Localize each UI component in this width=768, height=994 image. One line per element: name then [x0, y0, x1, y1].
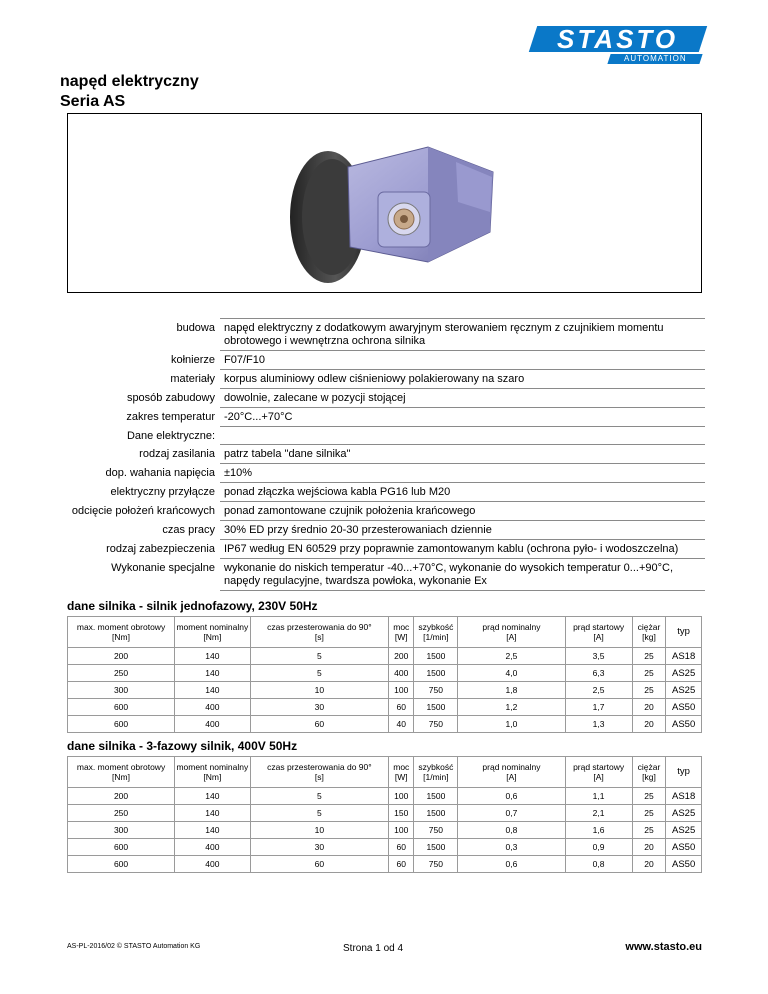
table-cell: 0,8 — [458, 822, 565, 839]
table-cell: 20 — [632, 856, 666, 873]
column-header-name: czas przesterowania do 90° — [267, 622, 372, 632]
column-header — [250, 757, 389, 788]
table-cell: 25 — [632, 648, 666, 665]
page-number: Strona 1 od 4 — [343, 943, 404, 954]
column-header-name: prąd startowy — [573, 762, 625, 772]
column-header — [175, 757, 251, 788]
spec-label: odcięcie położeń krańcowych — [71, 504, 215, 517]
table-row — [68, 699, 702, 716]
spec-label: kołnierze — [170, 353, 215, 366]
table-cell: 1,7 — [565, 699, 632, 716]
actuator-photo — [278, 122, 508, 287]
spec-label: czas pracy — [162, 523, 215, 536]
table-cell: 300 — [68, 822, 175, 839]
spec-label: dop. wahania napięcia — [105, 466, 215, 479]
motor-table-1-title: dane silnika - silnik jednofazowy, 230V 50Hz — [67, 599, 318, 613]
column-header-unit: [kg] — [642, 772, 656, 782]
table-cell: 2,1 — [565, 805, 632, 822]
spec-row — [47, 351, 705, 370]
spec-row — [47, 502, 705, 521]
table-cell: AS50 — [666, 716, 702, 733]
column-header — [458, 617, 565, 648]
spec-label: sposób zabudowy — [126, 391, 215, 404]
table-cell: 10 — [250, 682, 389, 699]
title-line-1: napęd elektryczny — [60, 73, 199, 90]
spec-row — [47, 540, 705, 559]
table-cell: 5 — [250, 648, 389, 665]
website-link[interactable]: www.stasto.eu — [625, 941, 702, 953]
table-cell: 750 — [414, 856, 458, 873]
column-header-name: prąd startowy — [573, 622, 625, 632]
table-cell: 600 — [68, 839, 175, 856]
table-row — [68, 682, 702, 699]
table-cell: 3,5 — [565, 648, 632, 665]
spec-row — [47, 408, 705, 427]
table-cell: 2,5 — [565, 682, 632, 699]
column-header-unit: [Nm] — [112, 632, 130, 642]
spec-value: IP67 według EN 60529 przy poprawnie zamontowanym kablu (ochrona pyło- i wodoszczelna) — [220, 540, 705, 559]
table-row — [68, 716, 702, 733]
column-header — [632, 757, 666, 788]
table-cell: 140 — [175, 805, 251, 822]
column-header-name: max. moment obrotowy — [76, 622, 166, 632]
page-title — [60, 72, 199, 112]
column-header-name: moc — [393, 622, 410, 632]
column-header-unit: [1/min] — [423, 772, 449, 782]
table-cell: AS25 — [666, 805, 702, 822]
table-cell: 250 — [68, 665, 175, 682]
column-header — [666, 757, 702, 788]
spec-value: napęd elektryczny z dodatkowym awaryjnym sterowaniem ręcznym z czujnikiem momentu obrotowego i wewnętrzna ochrona silnika — [220, 319, 705, 351]
column-header — [414, 617, 458, 648]
table-header-row — [68, 617, 702, 648]
spec-row — [47, 445, 705, 464]
table-cell: 60 — [389, 856, 414, 873]
table-cell: 0,7 — [458, 805, 565, 822]
table-cell: 600 — [68, 856, 175, 873]
table-row — [68, 665, 702, 682]
column-header — [389, 617, 414, 648]
table-cell: 30 — [250, 839, 389, 856]
table-cell: 5 — [250, 805, 389, 822]
column-header-unit: [A] — [593, 772, 604, 782]
table-cell: 140 — [175, 682, 251, 699]
column-header-unit: [Nm] — [203, 632, 222, 642]
table-cell: 10 — [250, 822, 389, 839]
column-header-unit: [W] — [394, 632, 408, 642]
table-cell: 20 — [632, 716, 666, 733]
table-cell: 1500 — [414, 839, 458, 856]
spec-value: wykonanie do niskich temperatur -40...+70°C, wykonanie do wysokich temperatur 0...+90°C, napędy regulacyjne, twardsza powłoka, wykonanie Ex — [220, 559, 705, 591]
table-header-row — [68, 757, 702, 788]
spec-row — [47, 427, 705, 445]
table-cell: AS50 — [666, 856, 702, 873]
table-cell: 60 — [389, 839, 414, 856]
column-header-name: max. moment obrotowy — [76, 762, 166, 772]
column-header-unit: [s] — [314, 632, 324, 642]
table-cell: 60 — [250, 716, 389, 733]
column-header-unit: [Nm] — [203, 772, 222, 782]
motor-table-single-phase — [67, 616, 702, 733]
spec-row — [47, 389, 705, 408]
table-cell: 150 — [389, 805, 414, 822]
table-cell: 0,9 — [565, 839, 632, 856]
table-cell: 100 — [389, 788, 414, 805]
column-header-unit: [A] — [506, 632, 517, 642]
document-code: AS-PL-2016/02 © STASTO Automation KG — [67, 943, 201, 950]
table-cell: 0,6 — [458, 788, 565, 805]
column-header-name: moc — [393, 762, 410, 772]
column-header-unit: [Nm] — [112, 772, 130, 782]
spec-label: rodzaj zasilania — [139, 447, 215, 460]
table-cell: 400 — [175, 856, 251, 873]
table-cell: 40 — [389, 716, 414, 733]
table-cell: 60 — [250, 856, 389, 873]
table-cell: 0,6 — [458, 856, 565, 873]
column-header-name: moment nominalny — [176, 762, 249, 772]
table-cell: 0,8 — [565, 856, 632, 873]
column-header — [565, 757, 632, 788]
spec-value: -20°C...+70°C — [220, 408, 705, 427]
table-row — [68, 788, 702, 805]
table-cell: 250 — [68, 805, 175, 822]
spec-label: elektryczny przyłącze — [110, 485, 215, 498]
table-cell: 5 — [250, 788, 389, 805]
column-header — [458, 757, 565, 788]
table-cell: 25 — [632, 788, 666, 805]
title-line-2: Seria AS — [60, 93, 126, 110]
table-cell: AS50 — [666, 699, 702, 716]
column-header-unit: [A] — [506, 772, 517, 782]
table-cell: 25 — [632, 805, 666, 822]
table-cell: 1500 — [414, 699, 458, 716]
column-header-name: czas przesterowania do 90° — [267, 762, 372, 772]
table-cell: AS18 — [666, 788, 702, 805]
spec-row — [47, 559, 705, 591]
table-cell: 20 — [632, 839, 666, 856]
table-cell: 200 — [68, 648, 175, 665]
motor-table-2-title: dane silnika - 3-fazowy silnik, 400V 50Hz — [67, 739, 298, 753]
spec-label: Wykonanie specjalne — [111, 561, 215, 574]
spec-label: rodzaj zabezpieczenia — [106, 542, 215, 555]
motor-table-three-phase — [67, 756, 702, 873]
table-cell: 1500 — [414, 805, 458, 822]
table-cell: 200 — [68, 788, 175, 805]
table-row — [68, 805, 702, 822]
column-header-name: prąd nominalny — [482, 762, 541, 772]
spec-value: 30% ED przy średnio 20-30 przesterowaniach dziennie — [220, 521, 705, 540]
table-cell: 25 — [632, 682, 666, 699]
spec-value: ±10% — [220, 464, 705, 483]
table-cell: 2,5 — [458, 648, 565, 665]
table-cell: AS25 — [666, 822, 702, 839]
table-cell: 100 — [389, 822, 414, 839]
table-cell: 1,3 — [565, 716, 632, 733]
column-header-unit: [A] — [593, 632, 604, 642]
spec-row — [47, 483, 705, 502]
table-row — [68, 839, 702, 856]
column-header-unit: [kg] — [642, 632, 656, 642]
stasto-logo — [533, 26, 703, 64]
table-cell: 750 — [414, 822, 458, 839]
column-header — [68, 617, 175, 648]
table-cell: 0,3 — [458, 839, 565, 856]
table-row — [68, 648, 702, 665]
table-cell: 400 — [175, 839, 251, 856]
spec-value: dowolnie, zalecane w pozycji stojącej — [220, 389, 705, 408]
table-cell: 750 — [414, 716, 458, 733]
column-header-unit: [s] — [314, 772, 324, 782]
spec-row — [47, 319, 705, 351]
table-cell: 30 — [250, 699, 389, 716]
column-header-name: typ — [677, 766, 690, 777]
table-cell: 1,1 — [565, 788, 632, 805]
spec-row — [47, 370, 705, 389]
table-cell: 20 — [632, 699, 666, 716]
spec-value — [220, 427, 705, 445]
table-cell: 6,3 — [565, 665, 632, 682]
logo-subtitle: AUTOMATION — [623, 54, 687, 63]
spec-row — [47, 521, 705, 540]
table-cell: AS25 — [666, 682, 702, 699]
table-cell: 200 — [389, 648, 414, 665]
column-header-name: ciężar — [637, 622, 661, 632]
table-cell: AS25 — [666, 665, 702, 682]
column-header-name: szybkość — [418, 622, 454, 632]
spec-label: budowa — [176, 321, 215, 334]
table-cell: 25 — [632, 665, 666, 682]
table-cell: 600 — [68, 716, 175, 733]
product-photo-frame — [67, 113, 702, 293]
table-cell: 400 — [389, 665, 414, 682]
table-cell: 750 — [414, 682, 458, 699]
table-cell: 1,0 — [458, 716, 565, 733]
table-row — [68, 856, 702, 873]
column-header — [632, 617, 666, 648]
column-header-unit: [W] — [394, 772, 408, 782]
spec-table — [47, 318, 705, 591]
spec-label: Dane elektryczne: — [126, 429, 215, 442]
column-header-name: prąd nominalny — [482, 622, 541, 632]
table-cell: 140 — [175, 822, 251, 839]
table-cell: 400 — [175, 716, 251, 733]
column-header — [68, 757, 175, 788]
column-header — [565, 617, 632, 648]
table-cell: 600 — [68, 699, 175, 716]
table-cell: 60 — [389, 699, 414, 716]
table-cell: 1,8 — [458, 682, 565, 699]
table-cell: 140 — [175, 788, 251, 805]
column-header-name: ciężar — [637, 762, 661, 772]
table-cell: 100 — [389, 682, 414, 699]
table-cell: 1500 — [414, 788, 458, 805]
table-cell: 300 — [68, 682, 175, 699]
table-cell: 1,6 — [565, 822, 632, 839]
table-cell: 5 — [250, 665, 389, 682]
column-header — [175, 617, 251, 648]
column-header-unit: [1/min] — [423, 632, 449, 642]
spec-value: F07/F10 — [220, 351, 705, 370]
table-cell: 1500 — [414, 665, 458, 682]
table-cell: 140 — [175, 665, 251, 682]
column-header-name: szybkość — [418, 762, 454, 772]
table-cell: 140 — [175, 648, 251, 665]
table-row — [68, 822, 702, 839]
spec-value: ponad zamontowane czujnik położenia krańcowego — [220, 502, 705, 521]
spec-value: korpus aluminiowy odlew ciśnieniowy polakierowany na szaro — [220, 370, 705, 389]
spec-label: zakres temperatur — [126, 410, 215, 423]
table-cell: 25 — [632, 822, 666, 839]
column-header-name: typ — [677, 626, 690, 637]
table-cell: 1500 — [414, 648, 458, 665]
table-cell: AS18 — [666, 648, 702, 665]
table-cell: 1,2 — [458, 699, 565, 716]
column-header — [414, 757, 458, 788]
column-header-name: moment nominalny — [176, 622, 249, 632]
table-cell: 400 — [175, 699, 251, 716]
spec-value: patrz tabela "dane silnika" — [220, 445, 705, 464]
spec-value: ponad złączka wejściowa kabla PG16 lub M20 — [220, 483, 705, 502]
column-header — [389, 757, 414, 788]
spec-row — [47, 464, 705, 483]
logo-wordmark: STASTO — [557, 24, 679, 54]
column-header — [666, 617, 702, 648]
spec-label: materiały — [170, 372, 215, 385]
column-header — [250, 617, 389, 648]
table-cell: 4,0 — [458, 665, 565, 682]
table-cell: AS50 — [666, 839, 702, 856]
